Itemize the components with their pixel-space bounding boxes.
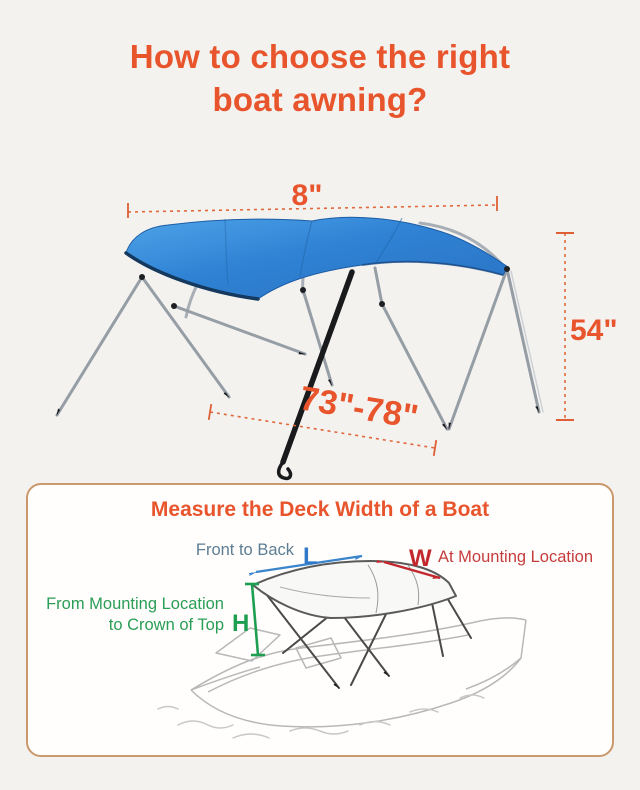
water-ripples — [158, 695, 484, 738]
length-letter: L — [303, 543, 318, 570]
awning-dimension-illustration — [0, 165, 640, 485]
measure-panel-title: Measure the Deck Width of a Boat — [150, 498, 490, 521]
page-title — [0, 36, 640, 122]
width-letter: W — [409, 545, 432, 572]
page-title-line2: boat awning? — [212, 80, 428, 118]
dimension-mounting-width — [209, 379, 437, 455]
height-measure — [46, 584, 265, 655]
page-title-line1: How to choose the right — [129, 38, 511, 75]
front-to-back-label: Front to Back — [195, 541, 294, 559]
height-label-line1: From Mounting Location — [46, 595, 224, 613]
deck-measure-illustration — [28, 485, 612, 755]
dimension-mounting-width-label: 73"-78" — [297, 379, 421, 437]
measure-panel — [26, 483, 614, 757]
height-label-line2: to Crown of Top — [108, 616, 224, 634]
dimension-height-label: 54" — [570, 314, 618, 347]
dimension-top-width-label: 8" — [291, 179, 323, 212]
height-letter: H — [232, 610, 250, 637]
at-mounting-label: At Mounting Location — [438, 548, 594, 566]
awning-strap — [279, 272, 352, 478]
dimension-height — [556, 233, 618, 420]
dimension-top-width — [128, 179, 497, 218]
